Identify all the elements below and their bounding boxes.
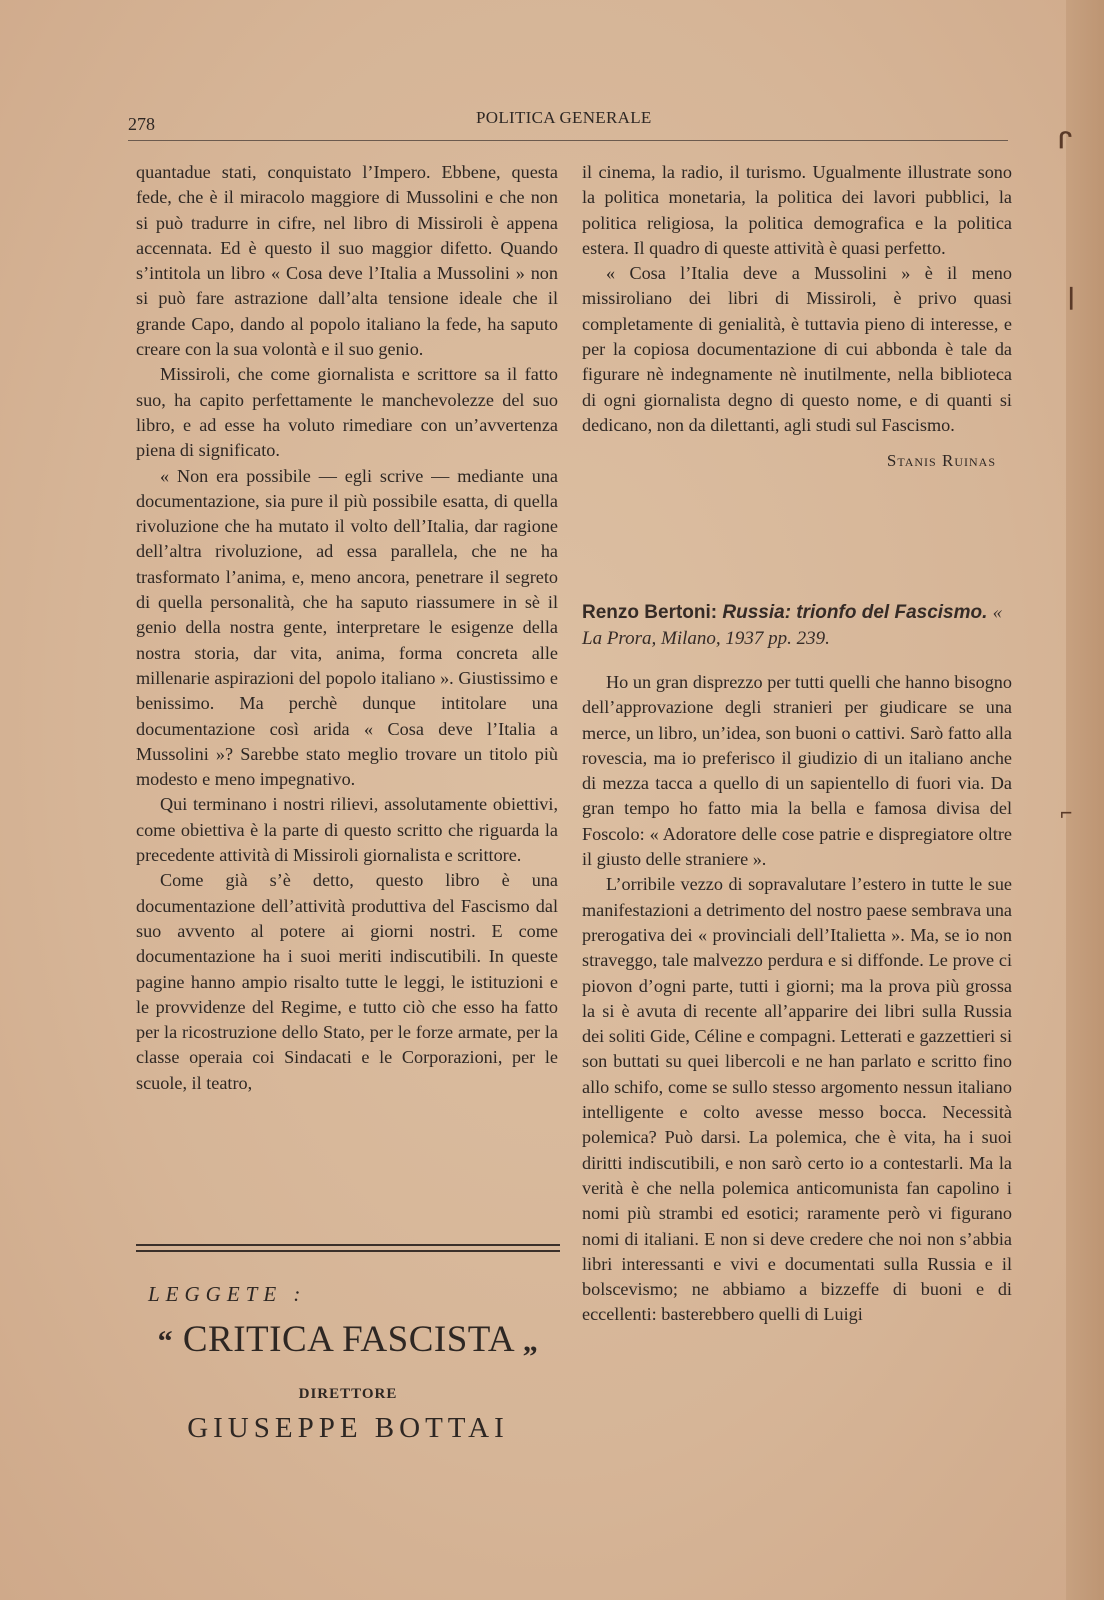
page-number: 278 xyxy=(128,114,155,134)
review-book-title: Russia: trionfo del Fascismo. xyxy=(722,602,988,623)
paragraph: « Cosa l’Italia deve a Mussolini » è il meno missiroliano dei libri di Missiroli, è privo quasi completamente di genialità, è tuttavia pieno di interesse, e per la copiosa documentazione di cui abbonda è tale da figurare nè indegnamente nè inutilmente, nella biblioteca di ogni giornalista degno di questo nome, e di quanti si dedicano, non da dilettanti, agli studi sul Fascismo. xyxy=(582,263,1012,435)
running-head: POLITICA GENERALE xyxy=(476,108,652,127)
margin-mark: ᒋ xyxy=(1058,128,1072,153)
margin-mark: ❘ xyxy=(1062,284,1081,309)
right-column-top xyxy=(582,160,1012,474)
margin-mark: ⌐ xyxy=(1060,800,1073,825)
paragraph: Missiroli, che come giornalista e scrittore sa il fatto suo, ha capito perfettamente le manchevolezze del suo libro, e ad esse ha voluto rimediare con un’avvertenza piena di significato. xyxy=(136,364,558,461)
advert-double-rule xyxy=(136,1244,560,1256)
paragraph: « Non era possibile — egli scrive — mediante una documentazione, sia pure il più possibile esatta, di quella rivoluzione che ha mutato il volto dell’Italia, dar ragione dell’altra rivoluzione, ad essa parallela, che ne ha trasformato l’anima, e, meno ancora, penetrare il segreto di quella personalità, che ha saputo riassumere in sè il genio della nostra gente, interpretare le esigenze della nostra storia, dar vita, anima, forma concreta alle millenarie aspirazioni del popolo italiano ». Giustissimo e benissimo. Ma perchè dunque intitolare una documentazione così arida « Cosa deve l’Italia a Mussolini »? Sarebbe stato meglio trovare un titolo più modesto e meno impegnativo. xyxy=(136,465,558,790)
paragraph: il cinema, la radio, il turismo. Ugualmente illustrate sono la politica monetaria, la politica dei lavori pubblici, la politica religiosa, la politica demografica e la politica estera. Il quadro di queste attività è quasi perfetto. xyxy=(582,162,1012,258)
close-quote: „ xyxy=(522,1325,539,1358)
paragraph: Ho un gran disprezzo per tutti quelli che hanno bisogno dell’approvazione degli stranieri per giudicare se una merce, un libro, un’idea, son buoni o cattivi. Sarò fatto alla rovescia, ma io preferisco il giudizio di un italiano anche di mezza tacca a quello di un sapientello di fuori via. Da gran tempo ho fatto mia la bella e famosa divisa del Foscolo: « Adoratore delle cose patrie e dispregiatore oltre il giusto delle straniere ». xyxy=(582,672,1012,870)
magazine-name: CRITICA FASCISTA xyxy=(182,1319,514,1360)
review-body xyxy=(582,670,1012,1328)
advert-role: DIRETTORE xyxy=(298,1386,398,1402)
reviewer-signature: Stanis Ruinas xyxy=(886,451,996,471)
paragraph: Qui terminano i nostri rilievi, assolutamente obiettivi, come obiettiva è la parte di questo scritto che riguarda la precedente attività di Missiroli giornalista e scrittore. xyxy=(136,794,558,866)
review-author: Renzo Bertoni: xyxy=(582,602,718,623)
review-publication: « La Prora, Milano, 1937 pp. 239. xyxy=(582,602,1003,649)
advert-magazine-title xyxy=(136,1318,560,1361)
paragraph: Come già s’è detto, questo libro è una documentazione dell’attività produttiva del Fascismo dal suo avvento al potere ai giorni nostri. E come documentazione ha i suoi meriti indiscutibili. In queste pagine hanno ampio risalto tutte le leggi, le istituzioni e le provvidenze del Regime, e tutto ciò che esso ha fatto per la ricostruzione dello Stato, per le forze armate, per la classe operaia coi Sindacati e le Corporazioni, per le scuole, il teatro, xyxy=(136,870,558,1093)
open-quote: “ xyxy=(157,1325,174,1358)
review-heading xyxy=(582,600,1012,652)
paragraph: L’orribile vezzo di sopravalutare l’estero in tutte le sue manifestazioni a detrimento del nostro paese sembrava una prerogativa dei « provinciali dell’Italietta ». Ma, se io non straveggo, tale malvezzo perdura e si diffonde. Le prove ci piovon d’ogni parte, tutti i giorni; ma la prova più grossa la si è avuta di recente all’apparire dei libri sulla Russia dei soliti Gide, Céline e compagni. Letterati e gazzettieri si son buttati su quei libercoli e ne han parlato e scritto fino allo schifo, come se sullo stesso argomento nessun italiano intelligente e colto avesse messo bocca. Necessità polemica? Può darsi. La polemica, che è vita, ha i suoi diritti indiscutibili, e non sarò certo io a contestarli. Ma la verità è che nella polemica anticomunista fan capolino i nomi più strambi ed esotici; raramente però vi figurano nomi di italiani. E non si deve credere che noi non s’abbia libri interessanti e vivi e documentati sulla Russia e il bolscevismo; ne abbiamo a bizzeffe di buoni e di eccellenti: basterebbero quelli di Luigi xyxy=(582,874,1012,1325)
left-column xyxy=(136,160,558,1096)
page-header xyxy=(128,108,1008,138)
advert-director-name: GIUSEPPE BOTTAI xyxy=(187,1412,509,1444)
paragraph: quantadue stati, conquistato l’Impero. Ebbene, questa fede, che è il miracolo maggiore di Mussolini e che non si può tradurre in cifre, nel libro di Missiroli è appena accennata. Ed è questo il suo maggior difetto. Quando s’intitola un libro « Cosa deve l’Italia a Mussolini » non si può fare astrazione dall’alta tensione ideale che il grande Capo, dando al popolo italiano la fede, ha saputo creare con la sua volontà e il suo genio. xyxy=(136,162,558,360)
advert-label: LEGGETE : xyxy=(148,1282,307,1306)
header-rule xyxy=(128,140,1008,141)
